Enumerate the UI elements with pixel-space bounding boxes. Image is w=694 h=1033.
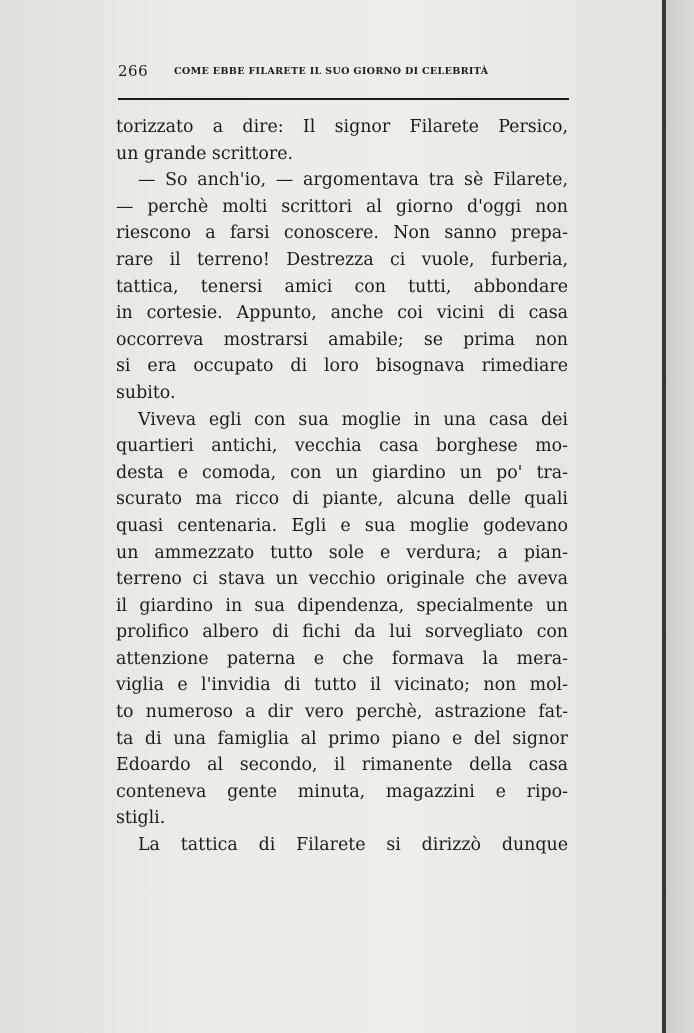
text-line: quasi centenaria. Egli e sua moglie godevano — [116, 515, 568, 536]
page-header — [118, 62, 570, 84]
text-line: terreno ci stava un vecchio originale che aveva — [116, 569, 568, 590]
text-line: Edoardo al secondo, il rimanente della casa — [116, 755, 568, 776]
text-line: scurato ma ricco di piante, alcuna delle quali — [116, 489, 568, 510]
text-line: un grande scrittore. — [116, 143, 294, 164]
text-line: — So anch'io, — argomentava tra sè Filarete, — [138, 170, 568, 191]
text-line: riescono a farsi conoscere. Non sanno prepa- — [116, 223, 568, 244]
text-line: rare il terreno! Destrezza ci vuole, furberia, — [116, 249, 568, 270]
text-line: torizzato a dire: Il signor Filarete Persico, — [116, 117, 568, 137]
text-line: il giardino in sua dipendenza, specialmente un — [116, 595, 568, 616]
text-line: in cortesie. Appunto, anche coi vicini di casa — [116, 303, 568, 324]
text-line: — perchè molti scrittori al giorno d'oggi non — [116, 196, 568, 217]
text-line: ta di una famiglia al primo piano e del signor — [116, 728, 568, 749]
text-line: quartieri antichi, vecchia casa borghese mo- — [116, 436, 568, 457]
running-title: COME EBBE FILARETE IL SUO GIORNO DI CELEBRITÀ — [174, 66, 489, 77]
text-line: tattica, tenersi amici con tutti, abbondare — [116, 276, 568, 297]
text-line: La tattica di Filarete si dirizzò dunque — [138, 835, 568, 856]
page-edge — [666, 0, 694, 1033]
text-line: viglia e l'invidia di tutto il vicinato; non mol- — [116, 675, 568, 696]
text-line: occorreva mostrarsi amabile; se prima non — [116, 329, 568, 350]
text-line: conteneva gente minuta, magazzini e ripo- — [116, 781, 568, 802]
text-line: un ammezzato tutto sole e verdura; a pian- — [116, 542, 568, 563]
text-line: subito. — [116, 382, 176, 403]
text-line: desta e comoda, con un giardino un po' tra- — [116, 462, 568, 483]
text-line: to numeroso a dir vero perchè, astrazione fat- — [116, 702, 568, 723]
text-line: attenzione paterna e che formava la mera- — [116, 648, 568, 669]
text-line: Viveva egli con sua moglie in una casa dei — [138, 409, 568, 430]
page-number: 266 — [118, 62, 149, 80]
text-line: stigli. — [116, 808, 166, 829]
text-line: si era occupato di loro bisognava rimediare — [116, 356, 568, 377]
text-line: prolifico albero di fichi da lui sorvegliato con — [116, 622, 568, 643]
header-rule — [118, 98, 569, 100]
body-text — [116, 114, 568, 859]
